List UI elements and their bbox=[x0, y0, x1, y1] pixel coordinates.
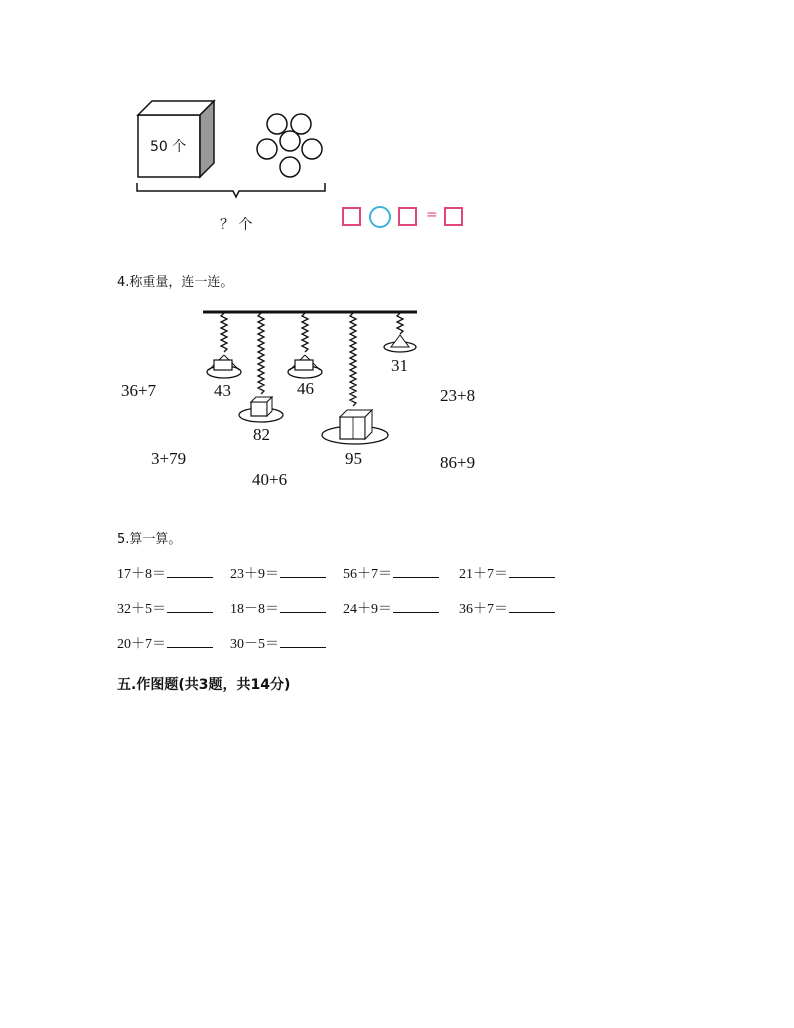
question-5-title: 5.算一算。 bbox=[117, 532, 182, 547]
section-5-title: 五.作图题(共3题，共14分) bbox=[117, 677, 291, 693]
answer-blank[interactable] bbox=[280, 563, 326, 578]
expression-86-9[interactable]: 86+9 bbox=[440, 453, 476, 472]
answer-box-result[interactable] bbox=[444, 207, 463, 226]
calc-expression: 30－5＝ bbox=[230, 637, 279, 652]
calc-expression: 56＋7＝ bbox=[343, 567, 392, 582]
calc-expression: 17＋8＝ bbox=[117, 567, 166, 582]
calc-item bbox=[343, 598, 439, 618]
calc-expression: 36＋7＝ bbox=[459, 602, 508, 617]
calc-expression: 20＋7＝ bbox=[117, 637, 166, 652]
calc-item bbox=[117, 598, 213, 618]
calc-item bbox=[343, 563, 439, 583]
calc-expression: 32＋5＝ bbox=[117, 602, 166, 617]
answer-blank[interactable] bbox=[280, 633, 326, 648]
scale-hanger-figure bbox=[195, 305, 425, 450]
expression-36-7[interactable]: 36+7 bbox=[121, 381, 157, 400]
weight-label-82: 82 bbox=[253, 425, 270, 444]
expression-40-6[interactable]: 40+6 bbox=[252, 470, 288, 489]
calc-item bbox=[117, 563, 213, 583]
operator-circle[interactable] bbox=[369, 206, 391, 228]
calc-item bbox=[230, 563, 326, 583]
equals-sign: = bbox=[426, 207, 438, 223]
total-label: ？ 个 bbox=[220, 217, 253, 233]
question-4-title: 4.称重量，连一连。 bbox=[117, 275, 234, 290]
weight-label-43: 43 bbox=[214, 381, 231, 400]
calc-item bbox=[459, 563, 555, 583]
weight-label-31: 31 bbox=[391, 356, 408, 375]
answer-blank[interactable] bbox=[509, 563, 555, 578]
calc-item bbox=[230, 598, 326, 618]
answer-blank[interactable] bbox=[509, 598, 555, 613]
answer-blank[interactable] bbox=[167, 633, 213, 648]
cube-label: 50 个 bbox=[150, 139, 187, 155]
calc-expression: 23＋9＝ bbox=[230, 567, 279, 582]
weight-label-46: 46 bbox=[297, 379, 314, 398]
answer-box-1[interactable] bbox=[342, 207, 361, 226]
calc-item bbox=[117, 633, 213, 653]
expression-23-8[interactable]: 23+8 bbox=[440, 386, 476, 405]
calc-expression: 18－8＝ bbox=[230, 602, 279, 617]
expression-3-79[interactable]: 3+79 bbox=[151, 449, 187, 468]
calc-expression: 21＋7＝ bbox=[459, 567, 508, 582]
calc-expression: 24＋9＝ bbox=[343, 602, 392, 617]
answer-blank[interactable] bbox=[393, 563, 439, 578]
answer-blank[interactable] bbox=[280, 598, 326, 613]
weight-label-95: 95 bbox=[345, 449, 362, 468]
answer-box-2[interactable] bbox=[398, 207, 417, 226]
calc-item bbox=[459, 598, 555, 618]
answer-blank[interactable] bbox=[167, 598, 213, 613]
calc-item bbox=[230, 633, 326, 653]
answer-blank[interactable] bbox=[167, 563, 213, 578]
answer-blank[interactable] bbox=[393, 598, 439, 613]
